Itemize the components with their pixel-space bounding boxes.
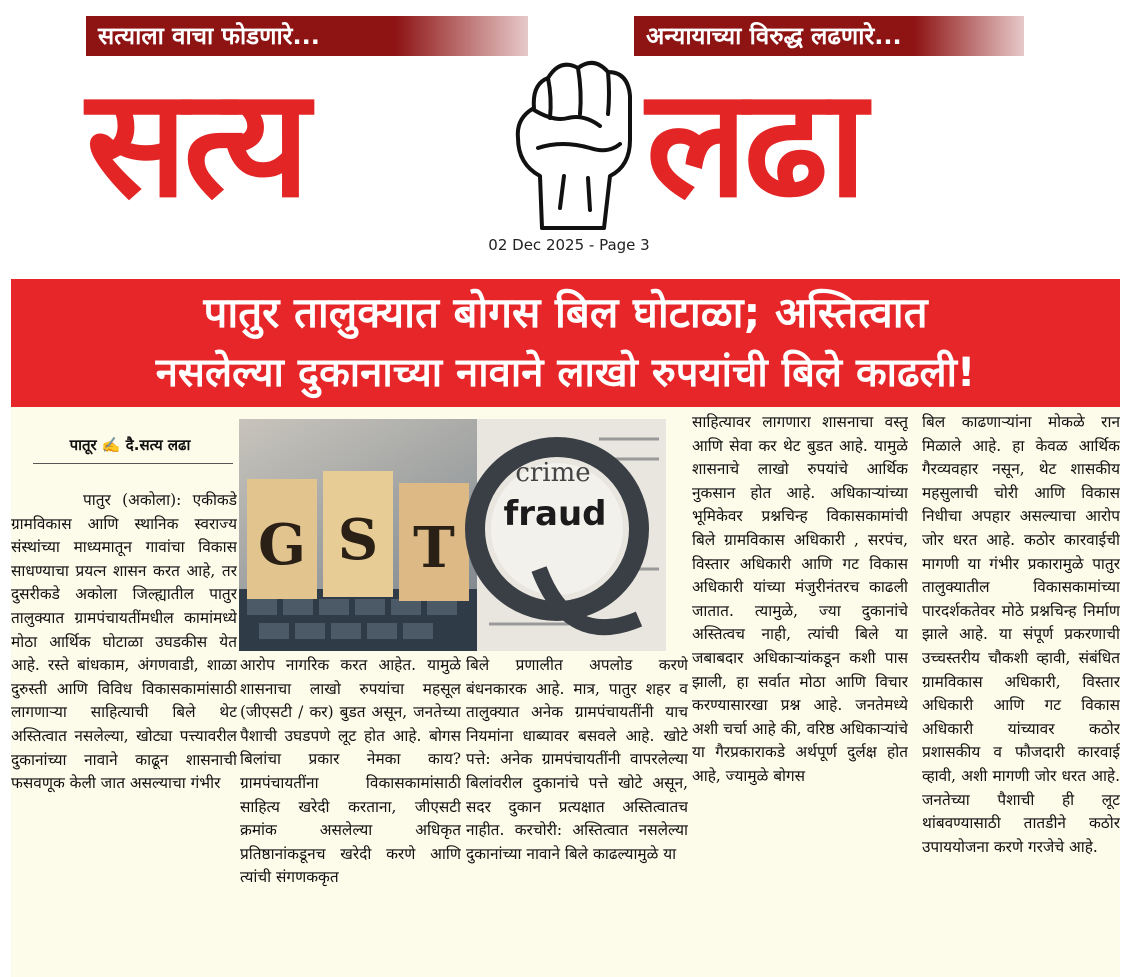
article-photo [239, 419, 666, 651]
tagline-left: सत्याला वाचा फोडणारे... [86, 16, 528, 56]
masthead-title-part2: लढा [646, 57, 864, 231]
byline-divider [33, 463, 233, 464]
article-column-4: साहित्यावर लागणारा शासनाचा वस्तू आणि सेवा कर थेट बुडत आहे. यामुळे शासनाचे लाखो रुपयांचे आर्थिक नुकसान होत आहे. अधिकाऱ्यांच्या भूमिकेवर प्रश्नचिन्ह विकासकामांची बिले ग्रामविकास अधिकारी , सरपंच, विस्तार अधिकारी आणि गट विकास अधिकारी यांच्या मंजुरीनंतरच काढली जातात. त्यामुळे, ज्या दुकानांचे अस्तित्वच नाही, त्यांची बिले या जबाबदार अधिकाऱ्यांकडून कशी पास झाली, हा सर्वात मोठा आणि विचार करण्यासारखा प्रश्न आहे. जनतेमध्ये अशी चर्चा आहे की, वरिष्ठ अधिकाऱ्यांचे या गैरप्रकाराकडे अर्थपूर्ण दुर्लक्ष होत आहे, ज्यामुळे बोगस [692, 413, 908, 785]
article-column-2: आरोप नागरिक करत आहेत. यामुळे शासनाचा लाखो रुपयांचा महसूल (जीएसटी / कर) बुडत असून, जनतेच्या पैशाची उघडपणे लूट होत आहे. बोगस बिलांचा प्रकार नेमका काय? ग्रामपंचायतींना विकासकामांसाठी साहित्य खरेदी करताना, जीएसटी क्रमांक असलेल्या अधिकृत प्रतिष्ठानांकडूनच खरेदी करणे आणि त्यांची संगणककृत [240, 656, 461, 887]
block-letter-t: T [413, 515, 455, 581]
article-column-5: बिल काढणाऱ्यांना मोकळे रान मिळाले आहे. हा केवळ आर्थिक गैरव्यवहार नसून, थेट शासकीय महसुलाची चोरी आणि विकास निधीचा अपहार असल्याचा आरोप जोर धरत आहे. कठोर कारवाईची मागणी या गंभीर प्रकारामुळे पातुर तालुक्यातील विकासकामांच्या पारदर्शकतेवर मोठे प्रश्नचिन्ह निर्माण झाले आहे. या संपूर्ण प्रकरणाची उच्चस्तरीय चौकशी व्हावी, संबंधित ग्रामविकास अधिकारी, विस्तार अधिकारी आणि गट विकास अधिकारी यांच्यावर कठोर प्रशासकीय व फौजदारी कारवाई व्हावी, अशी मागणी जोर धरत आहे. जनतेच्या पैशाची ही लूट थांबवण्यासाठी तातडीने कठोर उपाययोजना करणे गरजेचे आहे. [922, 413, 1120, 856]
article-column-3: बिले प्रणालीत अपलोड करणे बंधनकारक आहे. मात्र, पातुर शहर व तालुक्यात अनेक ग्रामपंचायतींनी याच नियमांना धाब्यावर बसवले आहे. खोटे पत्ते: अनेक ग्रामपंचायतींनी वापरलेल्या बिलांवरील दुकानांचे पत्ते खोटे असून, सदर दुकान प्रत्यक्षात अस्तित्वातच नाहीत. करचोरी: अस्तित्वात नसलेल्या दुकानांच्या नावाने बिले काढल्यामुळे या [466, 656, 688, 863]
tagline-right: अन्यायाच्या विरुद्ध लढणारे... [634, 16, 1024, 56]
raised-fist-icon [504, 48, 640, 230]
headline-line-2: नसलेल्या दुकानाच्या नावाने लाखो रुपयांची बिले काढली! [155, 350, 976, 396]
article-column-1: पातुर (अकोला): एकीकडे ग्रामविकास आणि स्थानिक स्वराज्य संस्थांच्या माध्यमातून गावांचा विकास साधण्याचा प्रयत्न शासन करत आहे, तर दुसरीकडे अकोला जिल्ह्यातील पातुर तालुक्यात ग्रामपंचायतींमधील कामांमध्ये मोठा आर्थिक घोटाळा उघडकीस येत आहे. रस्ते बांधकाम, अंगणवाडी, शाळा दुरुस्ती आणि विविध विकासकामांसाठी लागणाऱ्या साहित्याची बिले थेट अस्तित्वात नसलेल्या, खोट्या पत्त्यावरील दुकानांच्या नावाने काढून शासनाची फसवणूक केली जात असल्याचा गंभीर [11, 491, 237, 793]
block-letter-s: S [337, 507, 379, 573]
article-body [11, 407, 1120, 977]
headline-line-1: पातुर तालुक्यात बोगस बिल घोटाळा; अस्तित्वात [203, 288, 928, 337]
dateline: 02 Dec 2025 - Page 3 [488, 236, 650, 254]
gst-fraud-photo [239, 419, 666, 651]
headline [11, 279, 1120, 407]
block-letter-g: G [258, 512, 306, 578]
photo-word-fraud: fraud [503, 494, 607, 534]
masthead [86, 57, 1056, 231]
masthead-title-part1: सत्य [86, 57, 306, 231]
byline: पातूर ✍️ दै.सत्य लढा [69, 436, 191, 454]
photo-word-crime: crime [515, 458, 591, 488]
